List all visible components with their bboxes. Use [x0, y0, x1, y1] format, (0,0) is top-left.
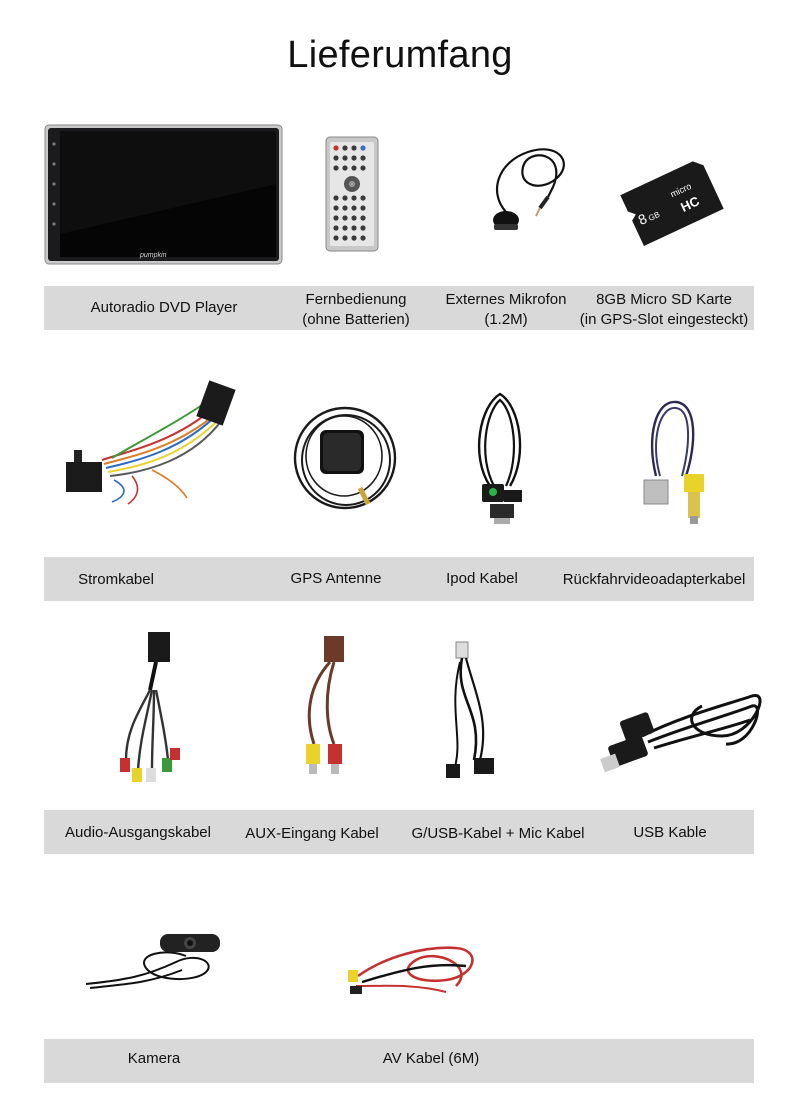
label-autoradio: Autoradio DVD Player — [90, 299, 238, 316]
label-gps-antenne: GPS Antenne — [290, 570, 382, 587]
sd-micro: micro — [668, 180, 693, 200]
label-fernbedienung: Fernbedienung (ohne Batterien) — [302, 291, 410, 328]
sd-capacity: 8 — [635, 210, 650, 229]
ipod-cable-icon — [470, 386, 530, 528]
label-av-kabel: AV Kabel (6M) — [382, 1050, 480, 1067]
label-stromkabel: Stromkabel — [78, 571, 154, 588]
av-cable-icon — [346, 936, 486, 1000]
page-title: Lieferumfang — [287, 34, 513, 76]
camera-icon — [86, 932, 226, 996]
sd-brand: HC — [678, 193, 702, 215]
reverse-camera-adapter-icon — [636, 396, 726, 530]
sd-unit: GB — [647, 209, 662, 223]
label-kamera: Kamera — [127, 1050, 181, 1067]
label-audio-ausgang: Audio-Ausgangskabel — [65, 824, 211, 841]
audio-output-cable-icon — [106, 630, 186, 792]
label-mikrofon: Externes Mikrofon (1.2M) — [445, 291, 567, 328]
label-rueckfahr: Rückfahrvideoadapterkabel — [562, 571, 746, 588]
power-cable-icon — [62, 380, 242, 510]
usb-cable-icon — [602, 676, 766, 776]
car-radio-icon — [44, 124, 284, 266]
gps-antenna-icon — [290, 400, 400, 520]
microphone-icon — [478, 132, 583, 240]
label-usb-mic: G/USB-Kabel + Mic Kabel — [411, 825, 585, 842]
usb-mic-cable-icon — [444, 640, 504, 784]
label-sd-karte: 8GB Micro SD Karte (in GPS-Slot eingesteckt) — [579, 291, 749, 328]
label-aux-eingang: AUX-Eingang Kabel — [245, 825, 379, 842]
label-usb-kable: USB Kable — [633, 824, 707, 841]
sd-card-icon — [612, 152, 732, 252]
aux-input-cable-icon — [290, 634, 354, 784]
label-ipod-kabel: Ipod Kabel — [446, 570, 518, 587]
remote-control-icon — [325, 136, 379, 252]
device-brand-logo: pumpkin — [140, 252, 167, 259]
